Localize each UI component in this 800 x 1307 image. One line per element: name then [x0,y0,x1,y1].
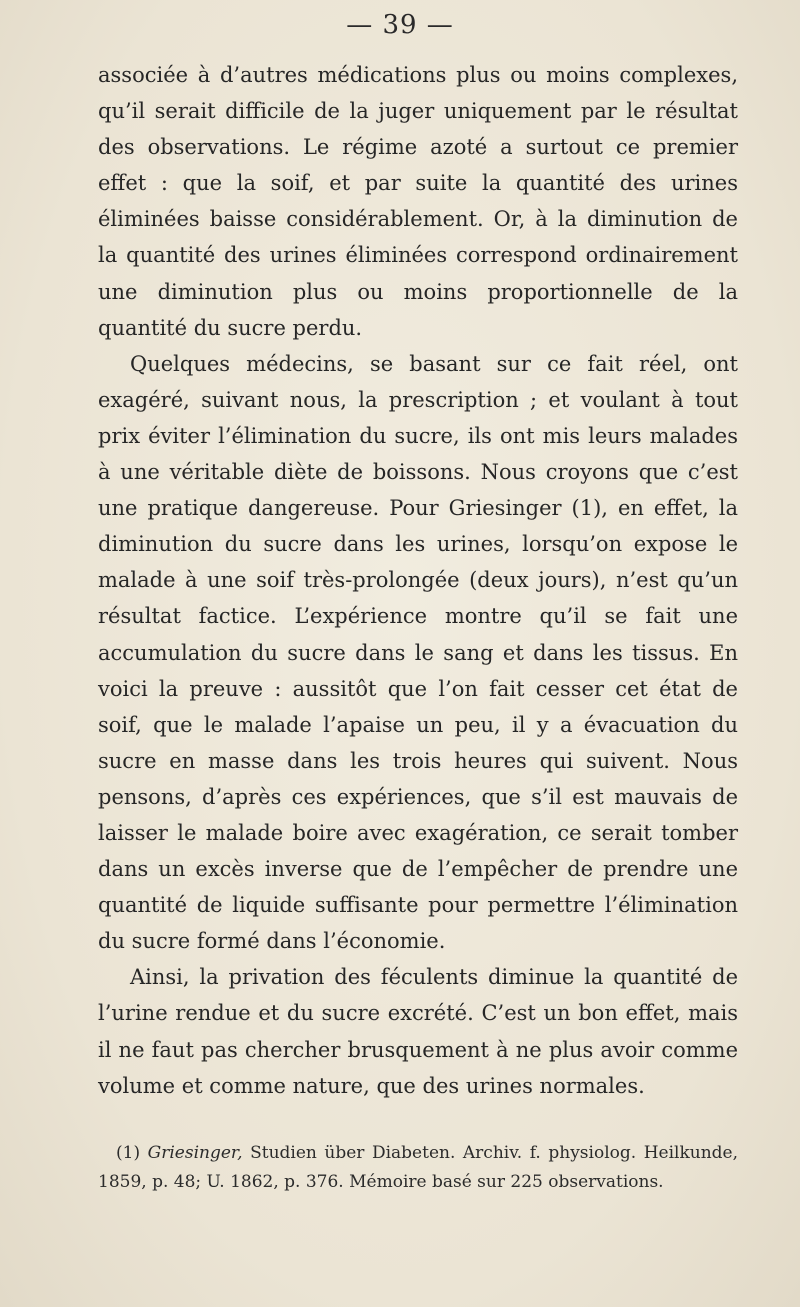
paragraph-2: Quelques médecins, se basant sur ce fait réel, ont exagéré, suivant nous, la prescription ; et voulant à tout prix éviter l’élimination du sucre, ils ont mis leurs malades à une véritable diète de boissons. Nous croyons que c’est une pratique dangereuse. Pour Griesinger (1), en effet, la diminution du sucre dans les urines, lorsqu’on expose le malade à une soif très-prolongée (deux jours), n’est qu’un résultat factice. L’expérience montre qu’il se fait une accumulation du sucre dans le sang et dans les tissus. En voici la preuve : aussitôt que l’on fait cesser cet état de soif, que le malade l’apaise un peu, il y a évacuation du sucre en masse dans les trois heures qui suivent. Nous pensons, d’après ces expériences, que s’il est mauvais de laisser le malade boire avec exagération, ce serait tomber dans un excès inverse que de l’empêcher de prendre une quantité de liquide suffisante pour permettre l’élimination du sucre formé dans l’économie. [98,351,738,954]
footnote [98,1139,738,1196]
footnote-text: Studien über Diabeten. Archiv. f. physiolog. Heilkunde, 1859, p. 48; U. 1862, p. 376. Mémoire basé sur 225 observations. [98,1143,738,1192]
body-text [98,57,738,1104]
footnote-marker: (1) [116,1143,141,1163]
page-number: — 39 — [346,10,454,40]
paragraph-3: Ainsi, la privation des féculents diminue la quantité de l’urine rendue et du sucre excrété. C’est un bon effet, mais il ne faut pas chercher brusquement à ne plus avoir comme volume et comme nature, que des urines normales. [98,965,738,1098]
footnote-paragraph [98,1139,738,1196]
paragraph-1: associée à d’autres médications plus ou moins complexes, qu’il serait difficile de la juger uniquement par le résultat des observations. Le régime azoté a surtout ce premier effet : que la soif, et par suite la quantité des urines éliminées baisse considérablement. Or, à la diminution de la quantité des urines éliminées correspond ordinairement une diminution plus ou moins proportionnelle de la quantité du sucre perdu. [98,63,738,340]
footnote-author: Griesinger, [147,1143,243,1163]
